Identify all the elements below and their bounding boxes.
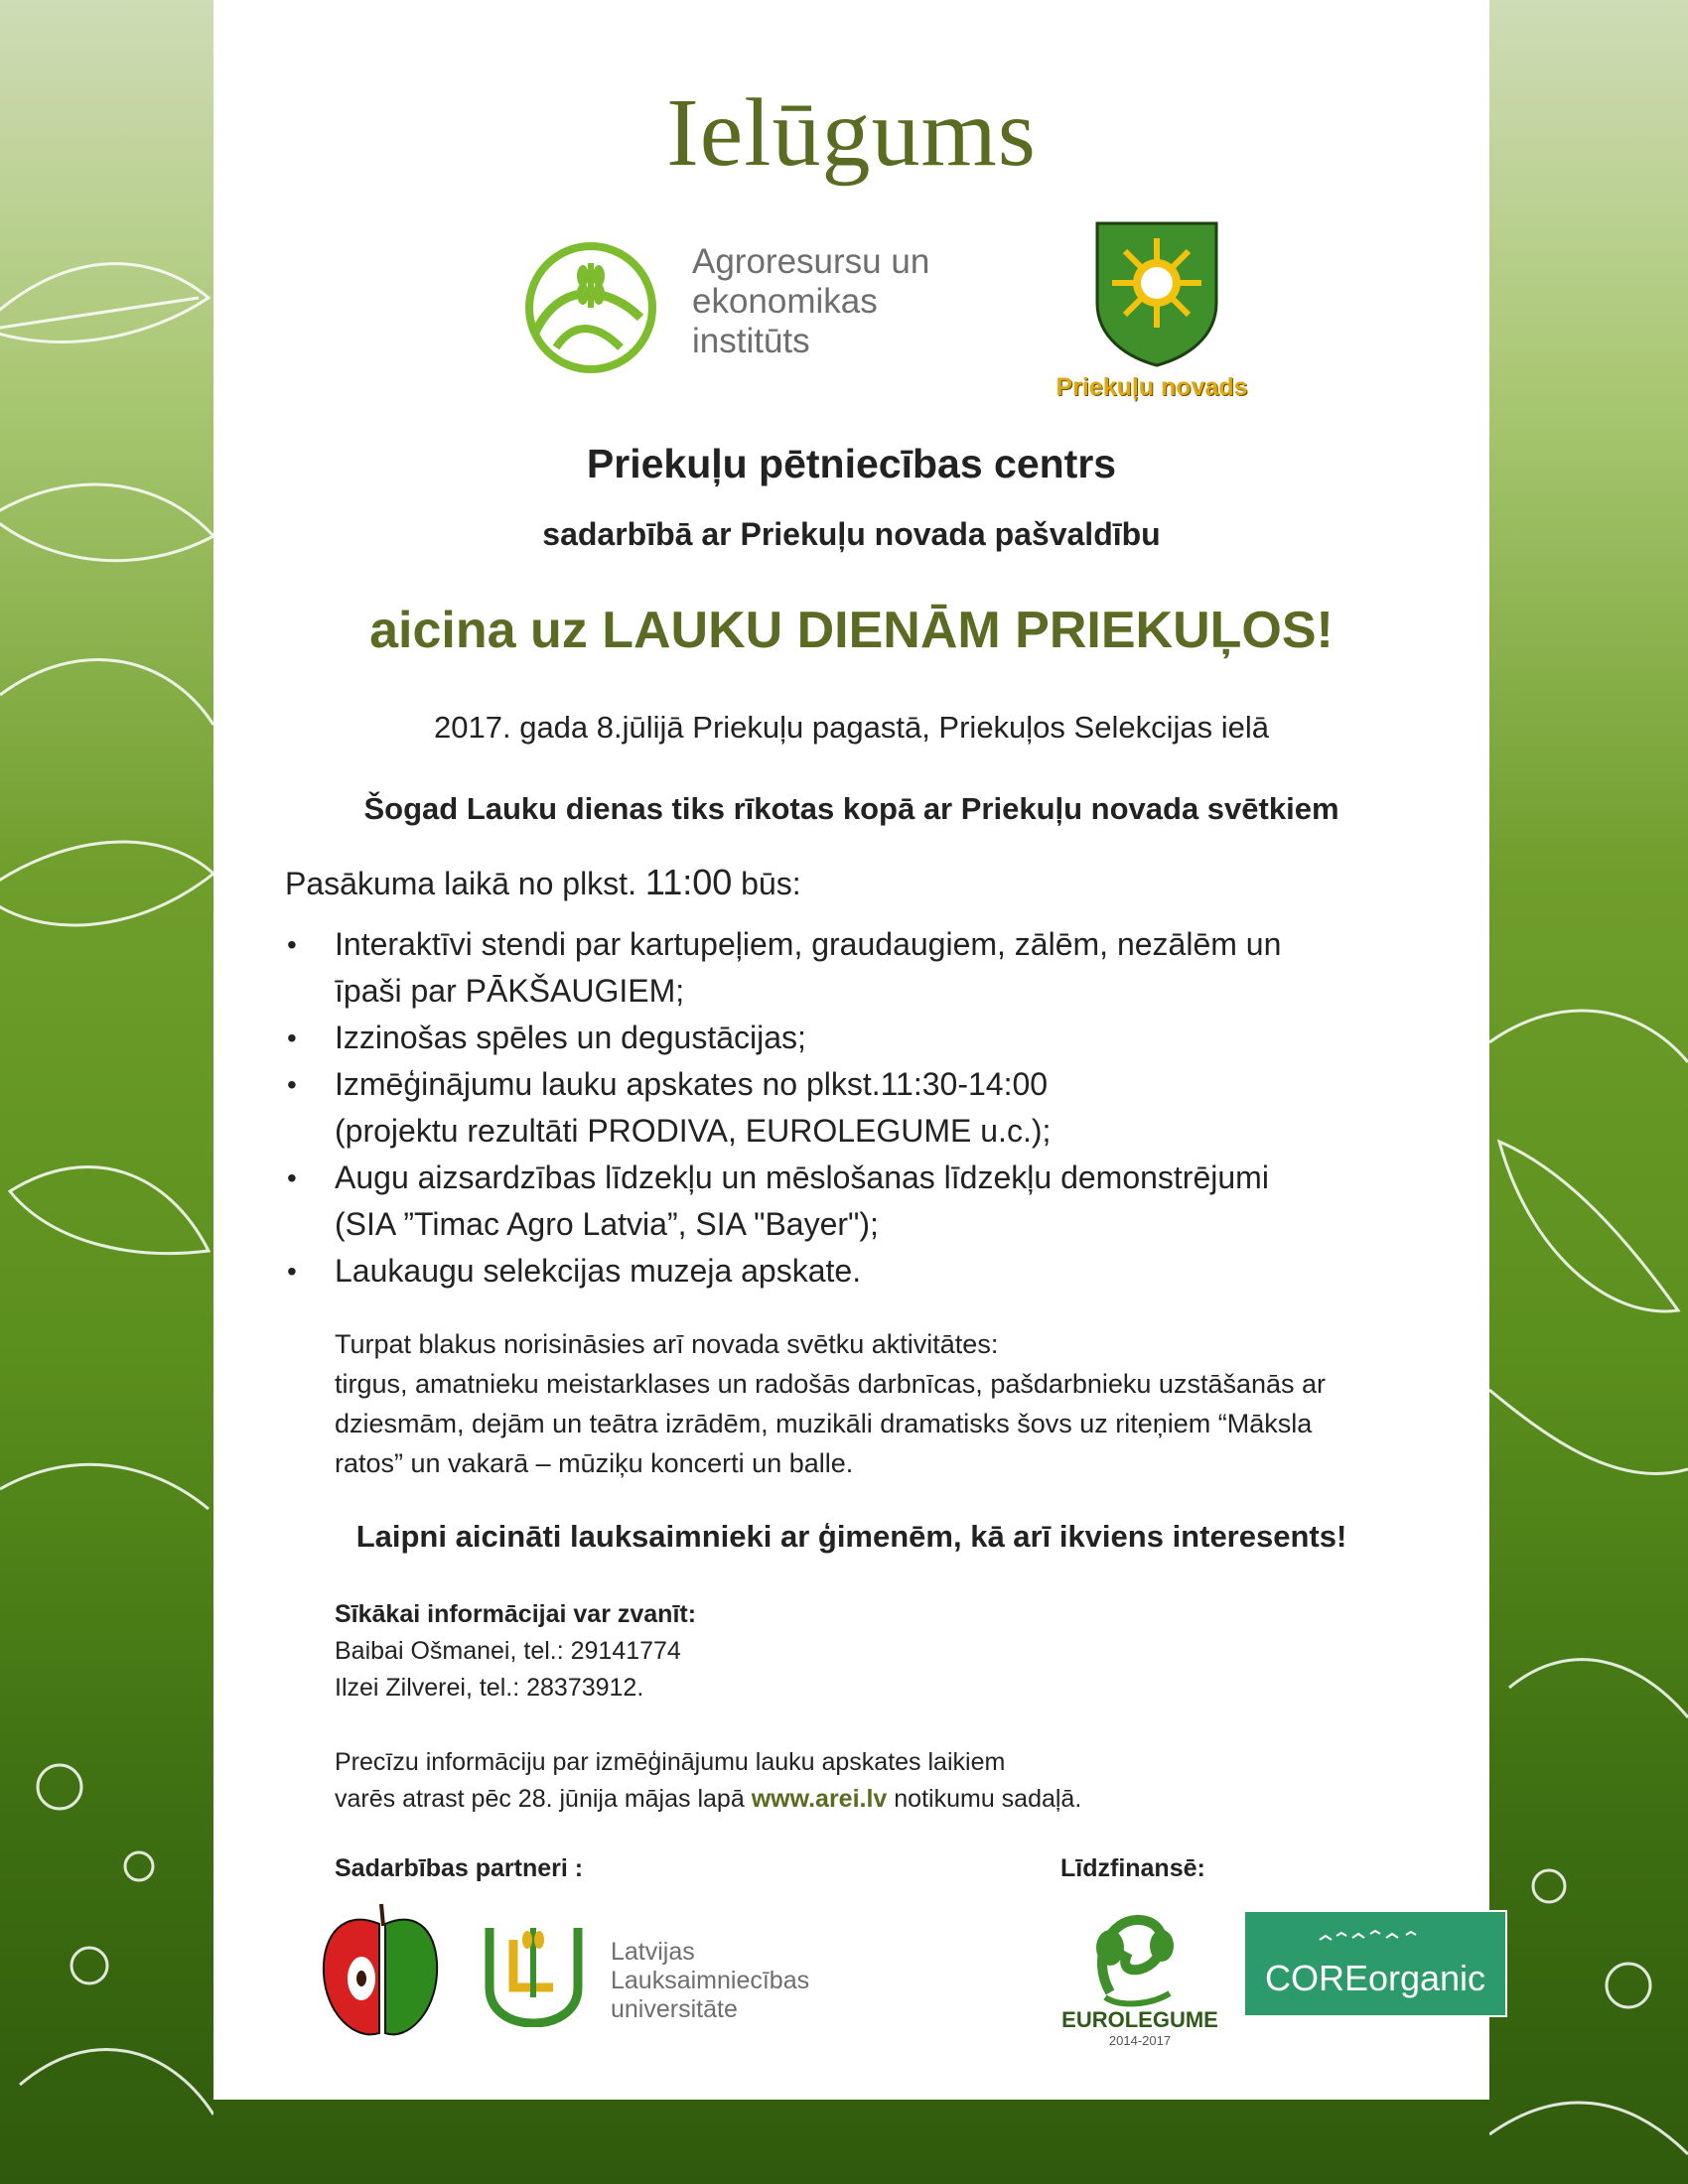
eurolegume-years: 2014-2017 [1108, 2033, 1172, 2048]
list-item-line: Augu aizsardzības līdzekļu un mēslošanas līdzekļu demonstrējumi [335, 1160, 1269, 1195]
festival-line: Turpat blakus norisināsies arī novada svētku aktivitātes: [335, 1329, 999, 1359]
list-item [285, 921, 1427, 1015]
arei-logo-icon [521, 238, 660, 377]
festival-line: ratos” un vakarā – mūziķu koncerti un balle. [335, 1448, 854, 1478]
intro-text: Pasākuma laikā no plkst. [285, 866, 636, 901]
page-title: Ielūgums [666, 79, 1037, 187]
priekuli-logo-label: Priekuļu novads [1055, 373, 1248, 401]
start-time: 11:00 [644, 862, 733, 902]
arei-text-line: ekonomikas [692, 282, 878, 321]
list-item [285, 1248, 1427, 1295]
llu-logo-text [611, 1938, 809, 2024]
info-block [335, 1744, 1081, 1818]
intro-text: būs: [741, 866, 801, 901]
list-item-line: (projektu rezultāti PRODIVA, EUROLEGUME u.c.); [335, 1113, 1052, 1149]
eurolegume-logo-icon [1051, 1898, 1229, 2049]
activity-list [285, 921, 1427, 1295]
contact-person: Baibai Ošmanei, tel.: 29141774 [335, 1637, 681, 1665]
birds-icon [1315, 1926, 1434, 1948]
festival-line: tirgus, amatnieku meistarklases un radošās darbnīcas, pašdarbnieku uzstāšanās ar [335, 1369, 1327, 1399]
apple-logo-icon [320, 1894, 441, 2043]
llu-logo-icon [482, 1918, 586, 2027]
list-item [285, 1061, 1427, 1155]
llu-text-line: Latvijas [611, 1938, 695, 1966]
info-text: varēs atrast pēc 28. jūnija mājas lapā [335, 1785, 745, 1813]
organic-label: organic [1367, 1958, 1486, 1998]
arei-text-line: Agroresursu un [692, 242, 930, 281]
core-label: CORE [1264, 1958, 1368, 1998]
llu-text-line: universitāte [611, 1995, 738, 2023]
festival-activities [335, 1324, 1447, 1483]
info-text: notikumu sadaļā. [894, 1785, 1082, 1813]
eurolegume-label: EUROLEGUME [1061, 2007, 1218, 2032]
list-item [285, 1155, 1427, 1248]
cooperation-subheading: sadarbībā ar Priekuļu novada pašvaldību [542, 516, 1161, 552]
cofinance-label: Līdzfinansē: [1060, 1854, 1205, 1882]
contact-block [335, 1596, 696, 1706]
core-organic-text [1245, 1958, 1505, 1999]
info-line: Precīzu informāciju par izmēģinājumu lauku apskates laikiem [335, 1748, 1006, 1776]
list-item-line: īpaši par PĀKŠAUGIEM; [335, 973, 685, 1009]
partners-label: Sadarbības partneri : [335, 1854, 584, 1882]
welcome-message: Laipni aicināti lauksaimnieki ar ģimenēm, kā arī ikviens interesents! [355, 1519, 1347, 1554]
arei-text-line: institūts [692, 322, 810, 360]
event-note: Šogad Lauku dienas tiks rīkotas kopā ar Priekuļu novada svētkiem [363, 791, 1339, 826]
decorative-leaves-left [0, 0, 213, 2184]
decorative-leaves-right [1489, 0, 1688, 2184]
info-line [335, 1781, 1081, 1818]
contact-heading: Sīkākai informācijai var zvanīt: [335, 1600, 697, 1628]
list-item-line: Interaktīvi stendi par kartupeļiem, graudaugiem, zālēm, nezālēm un [335, 926, 1282, 962]
date-location: 2017. gada 8.jūlijā Priekuļu pagastā, Priekuļos Selekcijas ielā [434, 710, 1269, 745]
festival-line: dziesmām, dejām un teātra izrādēm, muzikāli dramatisks šovs uz riteņiem “Māksla [335, 1409, 1313, 1438]
list-item [285, 1015, 1427, 1061]
website-link[interactable]: www.arei.lv [751, 1785, 888, 1813]
schedule-intro [285, 862, 801, 903]
list-item-line: (SIA ”Timac Agro Latvia”, SIA "Bayer"); [335, 1206, 879, 1242]
arei-logo-text [692, 242, 929, 361]
llu-text-line: Lauksaimniecības [611, 1967, 810, 1994]
list-item-line: Izmēģinājumu lauku apskates no plkst.11:30-14:00 [335, 1066, 1049, 1102]
core-organic-logo [1243, 1910, 1507, 2017]
invitation-headline: aicina uz LAUKU DIENĀM PRIEKUĻOS! [369, 602, 1334, 659]
priekuli-coat-of-arms-icon [1092, 218, 1221, 367]
contact-person: Ilzei Zilverei, tel.: 28373912. [335, 1674, 644, 1702]
list-item-line: Izzinošas spēles un degustācijas; [335, 1020, 806, 1055]
organizer-heading: Priekuļu pētniecības centrs [586, 441, 1117, 486]
list-item-line: Laukaugu selekcijas muzeja apskate. [335, 1253, 862, 1289]
